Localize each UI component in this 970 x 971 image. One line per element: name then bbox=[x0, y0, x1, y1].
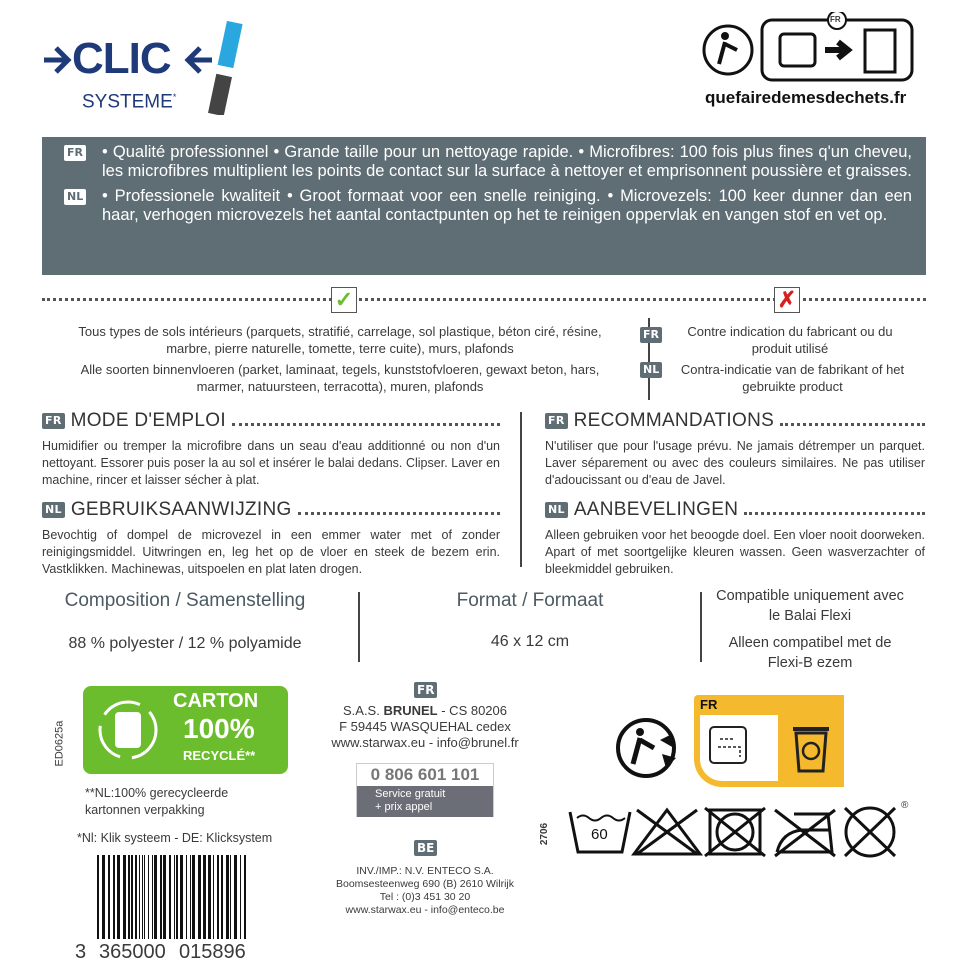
compat-nl: Alleen compatibel met de Flexi-B ezem bbox=[728, 635, 892, 671]
lang-badge-nl: NL bbox=[42, 502, 65, 518]
barcode-bar bbox=[144, 855, 145, 939]
barcode-bar bbox=[108, 855, 110, 939]
contra-fr: Contre indication du fabricant ou du produit utilisé bbox=[687, 324, 893, 356]
carton-line3: RECYCLÉ** bbox=[183, 748, 256, 763]
be-web: www.starwax.eu - info@enteco.be bbox=[345, 904, 505, 916]
barcode-bar bbox=[117, 855, 120, 939]
triman-info bbox=[700, 12, 920, 112]
spec-divider bbox=[700, 592, 702, 662]
klik-note: *Nl: Klik systeem - DE: Klicksystem bbox=[77, 831, 273, 845]
section-text: Bevochtig of dompel de microvezel in een emmer water met of zonder reinigingsmiddel. Uitwringen en, leg het op de vloer en steek de bezem erin. Vastklikken. Machinewas, uitspoelen en plat laten drogen. bbox=[42, 528, 500, 576]
lang-badge-nl: NL bbox=[545, 502, 568, 518]
packaging-icon bbox=[708, 725, 748, 767]
lang-badge-nl: NL bbox=[64, 189, 86, 205]
section-text: Alleen gebruiken voor het beoogde doel. Een vloer nooit doorweken. Apart of met soortgelijke kleuren wassen. Geen wasverzachter of bleekmiddel gebruiken. bbox=[545, 528, 925, 576]
be-address: Boomsesteenweg 690 (B) 2610 Wilrijk bbox=[336, 878, 514, 890]
barcode-bar bbox=[142, 855, 143, 939]
lang-badge-fr: FR bbox=[640, 327, 662, 343]
recycle-arrows-icon bbox=[93, 696, 163, 764]
composition-value: 88 % polyester / 12 % polyamide bbox=[68, 635, 302, 652]
service-line2: + prix appel bbox=[375, 801, 433, 813]
format-title: Format / Formaat bbox=[456, 590, 604, 611]
barcode-bar bbox=[203, 855, 206, 939]
composition-title: Composition / Samenstelling bbox=[64, 590, 306, 611]
instructions-left bbox=[42, 410, 500, 588]
triman-icon bbox=[610, 710, 685, 785]
barcode-bar bbox=[135, 855, 137, 939]
no-tumble-dry-icon bbox=[705, 808, 765, 856]
lang-badge-fr: FR bbox=[414, 682, 437, 698]
barcode-bar bbox=[97, 855, 99, 939]
lang-badge-be: BE bbox=[414, 840, 437, 856]
section-text: Humidifier ou tremper la microfibre dans un seau d'eau additionné ou non d'un nettoyant. Essorer puis poser la au sol et insérer le balai dedans. Clipser. Laver en machine, rincer et laisser sécher à plat. bbox=[42, 439, 500, 487]
cross-icon: ✗ bbox=[774, 287, 800, 313]
contact-be-address bbox=[300, 865, 550, 917]
barcode-bar bbox=[102, 855, 105, 939]
company-web: www.starwax.eu - info@brunel.fr bbox=[331, 735, 519, 750]
spec-divider bbox=[358, 592, 360, 662]
contact-fr-address bbox=[300, 703, 550, 751]
recycling-bin-icon bbox=[789, 721, 833, 777]
registered-mark: ® bbox=[901, 800, 909, 811]
sorting-info bbox=[694, 695, 844, 787]
company-prefix: S.A.S. bbox=[342, 703, 384, 718]
barcode-bar bbox=[226, 855, 229, 939]
barcode-bar bbox=[190, 855, 191, 939]
section-text: N'utiliser que pour l'usage prévu. Ne jamais détremper un parquet. Laver séparement ou avec des couleurs similaires. Ne pas utiliser d'adoucissant ou d'eau de Javel. bbox=[545, 439, 925, 487]
clic-systeme-logo bbox=[42, 20, 252, 115]
logo-sub: SYSTEME bbox=[82, 91, 173, 113]
barcode bbox=[75, 855, 255, 965]
barcode-bar bbox=[176, 855, 178, 939]
barcode-bars bbox=[75, 855, 255, 939]
lang-badge-fr: FR bbox=[42, 413, 65, 429]
service-line1: Service gratuit bbox=[375, 788, 446, 800]
instructions-right bbox=[545, 410, 925, 588]
logo-brand: CLIC bbox=[72, 34, 171, 83]
sorting-fr-label: FR bbox=[700, 697, 718, 712]
section-divider bbox=[520, 412, 522, 567]
no-bleach-icon bbox=[634, 810, 700, 854]
barcode-left-digits: 365000 bbox=[99, 941, 166, 963]
logo-asterisk: * bbox=[172, 92, 177, 102]
feature-band bbox=[42, 137, 926, 275]
barcode-bar bbox=[131, 855, 133, 939]
barcode-bar bbox=[148, 855, 149, 939]
barcode-bar bbox=[198, 855, 201, 939]
care-symbols bbox=[565, 800, 925, 860]
barcode-bar bbox=[113, 855, 115, 939]
suitable-nl: Alle soorten binnenvloeren (parket, laminaat, tegels, kunststofvloeren, gewaxt beton, hars, marmer, natuursteen, terracotta), muren, plafonds bbox=[80, 362, 600, 394]
be-company: INV./IMP.: N.V. ENTECO S.A. bbox=[356, 865, 494, 877]
barcode-bar bbox=[163, 855, 166, 939]
barcode-bar bbox=[169, 855, 171, 939]
barcode-bar bbox=[234, 855, 237, 939]
lang-badge-fr: FR bbox=[64, 145, 86, 161]
be-phone: Tel : (0)3 451 30 20 bbox=[379, 891, 471, 903]
section-title: RECOMMANDATIONS bbox=[573, 410, 775, 431]
barcode-bar bbox=[213, 855, 214, 939]
barcode-right-digits: 015896 bbox=[179, 941, 246, 963]
barcode-bar bbox=[240, 855, 241, 939]
wash-temperature: 60 bbox=[591, 826, 608, 843]
barcode-bar bbox=[160, 855, 162, 939]
lang-badge-fr: FR bbox=[545, 413, 568, 429]
batch-code: 2706 bbox=[539, 822, 551, 846]
check-icon: ✓ bbox=[331, 287, 357, 313]
carton-recycled-badge bbox=[83, 686, 288, 774]
barcode-bar bbox=[123, 855, 126, 939]
company-name: BRUNEL bbox=[383, 703, 438, 718]
features-nl: • Professionele kwaliteit • Groot formaat voor een snelle reiniging. • Microvezels: 100 keer dunner dan een haar, verhogen microvezels het aantal contactpunten op het te reinigen oppervlak en vangen stof en vet op. bbox=[102, 187, 912, 224]
company-city: F 59445 WASQUEHAL cedex bbox=[339, 719, 511, 734]
suitable-fr: Tous types de sols intérieurs (parquets, stratifié, carrelage, sol plastique, béton ciré, résine, marbre, pierre naturelle, tomette, terre cuite), murs, plafonds bbox=[78, 324, 602, 356]
carton-line1: CARTON bbox=[173, 690, 259, 712]
product-code: ED0625a bbox=[53, 720, 66, 767]
section-title: AANBEVELINGEN bbox=[573, 499, 739, 520]
barcode-bar bbox=[174, 855, 175, 939]
triman-sort-icon bbox=[700, 12, 915, 82]
barcode-bar bbox=[208, 855, 211, 939]
phone-number: 0 806 601 101 bbox=[370, 765, 480, 784]
phone-box bbox=[356, 763, 494, 817]
barcode-bar bbox=[230, 855, 231, 939]
barcode-bar bbox=[154, 855, 157, 939]
barcode-bar bbox=[192, 855, 195, 939]
barcode-bar bbox=[244, 855, 246, 939]
barcode-bar bbox=[186, 855, 187, 939]
lang-badge-nl: NL bbox=[640, 362, 662, 378]
barcode-bar bbox=[128, 855, 130, 939]
section-title: MODE D'EMPLOI bbox=[70, 410, 226, 431]
barcode-bar bbox=[221, 855, 223, 939]
compat-fr: Compatible uniquement avec le Balai Flexi bbox=[716, 588, 904, 624]
recycle-note: **NL:100% gerecycleerde kartonnen verpakking bbox=[85, 786, 229, 817]
barcode-bar bbox=[180, 855, 183, 939]
features-fr: • Qualité professionnel • Grande taille pour un nettoyage rapide. • Microfibres: 100 fois plus fines q'un cheveu, les microfibres multiplient les points de contact sur la surface à nettoyer et emprisonnent poussière et graisses. bbox=[102, 143, 912, 180]
barcode-bar bbox=[139, 855, 140, 939]
format-value: 46 x 12 cm bbox=[490, 633, 570, 650]
no-iron-icon bbox=[775, 810, 835, 856]
barcode-first-digit: 3 bbox=[75, 941, 87, 963]
contra-nl: Contra-indicatie van de fabrikant of het gebruikte product bbox=[680, 362, 905, 394]
triman-fr-badge: FR bbox=[830, 15, 841, 24]
section-title: GEBRUIKSAANWIJZING bbox=[70, 499, 292, 520]
barcode-bar bbox=[152, 855, 153, 939]
triman-url: quefairedemesdechets.fr bbox=[705, 88, 907, 107]
no-dry-clean-icon bbox=[845, 808, 895, 856]
company-cs: - CS 80206 bbox=[437, 703, 507, 718]
carton-line2: 100% bbox=[183, 713, 255, 744]
barcode-bar bbox=[217, 855, 219, 939]
